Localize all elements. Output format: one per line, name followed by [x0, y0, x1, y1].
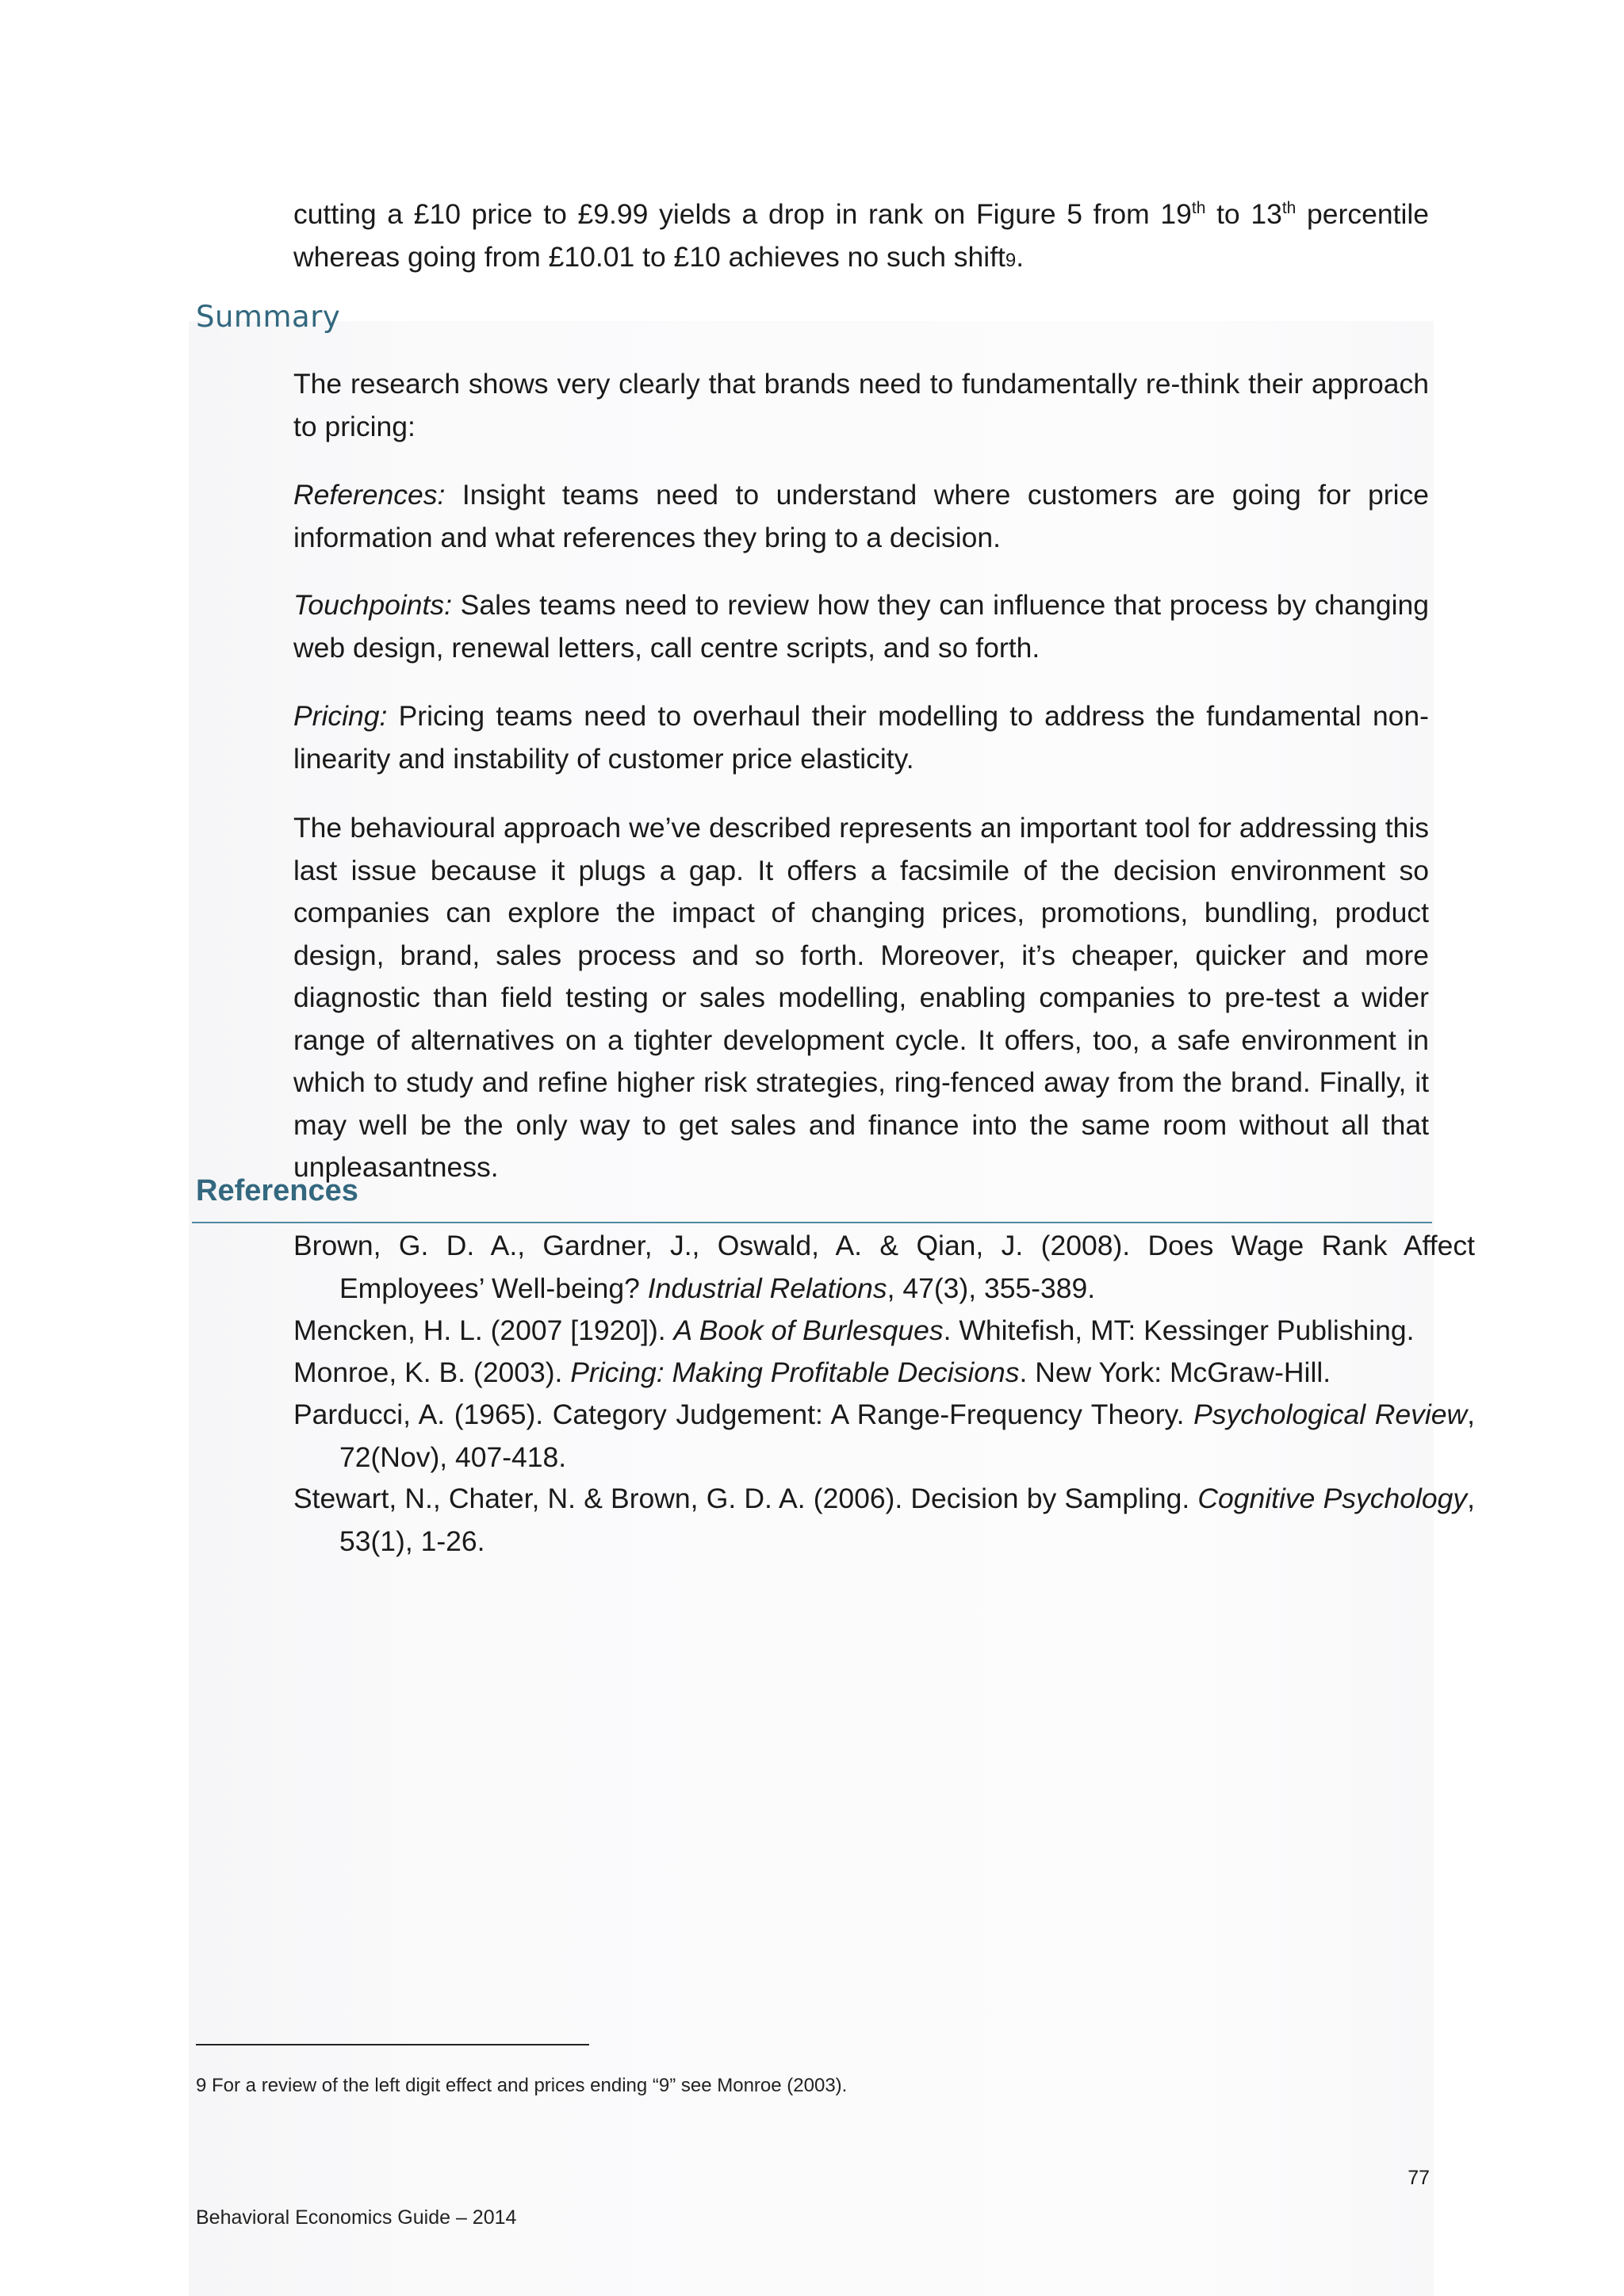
- reference-source: Industrial Relations: [647, 1272, 887, 1304]
- reference-source: A Book of Burlesques: [673, 1314, 944, 1346]
- footnote-reference[interactable]: 9: [1005, 249, 1017, 271]
- reference-entry: [293, 1352, 1475, 1395]
- summary-heading: Summary: [196, 300, 341, 334]
- summary-item-pricing: [293, 695, 1429, 780]
- reference-text: Monroe, K. B. (2003).: [293, 1357, 571, 1388]
- ordinal-suffix: th: [1191, 199, 1206, 217]
- summary-item-text: Sales teams need to review how they can influence that process by changing web design, renewal letters, call centre scripts, and so forth.: [293, 589, 1429, 664]
- reference-entry: [293, 1394, 1475, 1479]
- reference-text: Mencken, H. L. (2007 [1920]).: [293, 1314, 674, 1346]
- reference-source: Cognitive Psychology: [1197, 1483, 1468, 1514]
- reference-details: . Whitefish, MT: Kessinger Publishing.: [943, 1314, 1415, 1346]
- reference-entry: [293, 1310, 1475, 1353]
- reference-text: Brown, G. D. A., Gardner, J., Oswald, A. & Qian, J. (2008). Does Wage Rank Affect Employees’ Well-being?: [293, 1230, 1475, 1304]
- intro-paragraph: [293, 193, 1429, 281]
- footer-text: Behavioral Economics Guide – 2014: [196, 2206, 517, 2229]
- intro-text-end: .: [1016, 240, 1025, 273]
- reference-source: Pricing: Making Profitable Decisions: [570, 1357, 1020, 1388]
- references-heading: References: [196, 1174, 358, 1207]
- summary-item-references: [293, 474, 1429, 559]
- reference-entry: [293, 1478, 1475, 1563]
- intro-text-1: cutting a £10 price to £9.99 yields a drop in rank on Figure 5 from 19: [293, 198, 1192, 230]
- summary-item-touchpoints: [293, 584, 1429, 669]
- reference-details: , 72(Nov), 407-418.: [339, 1399, 1475, 1473]
- summary-item-text: Pricing teams need to overhaul their modelling to address the fundamental non-linearity and instability of customer price elasticity.: [293, 700, 1429, 775]
- summary-item-term: References:: [293, 479, 446, 511]
- summary-lead: The research shows very clearly that brands need to fundamentally re-think their approach to pricing:: [293, 368, 1429, 442]
- intro-text-3: percentile whereas going from £10.01 to £10 achieves no such shift: [293, 198, 1429, 273]
- references-divider: [192, 1222, 1432, 1223]
- reference-details: . New York: McGraw-Hill.: [1019, 1357, 1331, 1388]
- reference-text: Stewart, N., Chater, N. & Brown, G. D. A. (2006). Decision by Sampling.: [293, 1483, 1198, 1514]
- ordinal-suffix: th: [1281, 199, 1297, 217]
- reference-details: , 53(1), 1-26.: [339, 1483, 1476, 1557]
- footnote-separator: [196, 2044, 589, 2045]
- page-number: 77: [1408, 2167, 1430, 2189]
- summary-item-text: Insight teams need to understand where customers are going for price information and what references they bring to a decision.: [293, 479, 1429, 553]
- reference-entry: [293, 1225, 1475, 1310]
- summary-item-term: Pricing:: [293, 700, 388, 732]
- intro-text-2: to 13: [1205, 198, 1282, 230]
- summary-item-term: Touchpoints:: [293, 589, 452, 621]
- footnote-text: 9 For a review of the left digit effect and prices ending “9” see Monroe (2003).: [196, 2075, 848, 2096]
- summary-closing: The behavioural approach we’ve described represents an important tool for addressing this last issue because it plugs a gap. It offers a facsimile of the decision environment so companies can explore the impact of changing prices, promotions, bundling, product design, brand, sales process and so forth. Moreover, it’s cheaper, quicker and more diagnostic than field testing or sales modelling, enabling companies to pre-test a wider range of alternatives on a tighter development cycle. It offers, too, a safe environment in which to study and refine higher risk strategies, ring-fenced away from the brand. Finally, it may well be the only way to get sales and finance into the same room without all that unpleasantness.: [293, 812, 1429, 1183]
- reference-text: Parducci, A. (1965). Category Judgement: A Range-Frequency Theory.: [293, 1399, 1194, 1430]
- reference-source: Psychological Review: [1193, 1399, 1468, 1430]
- reference-details: , 47(3), 355-389.: [887, 1272, 1096, 1304]
